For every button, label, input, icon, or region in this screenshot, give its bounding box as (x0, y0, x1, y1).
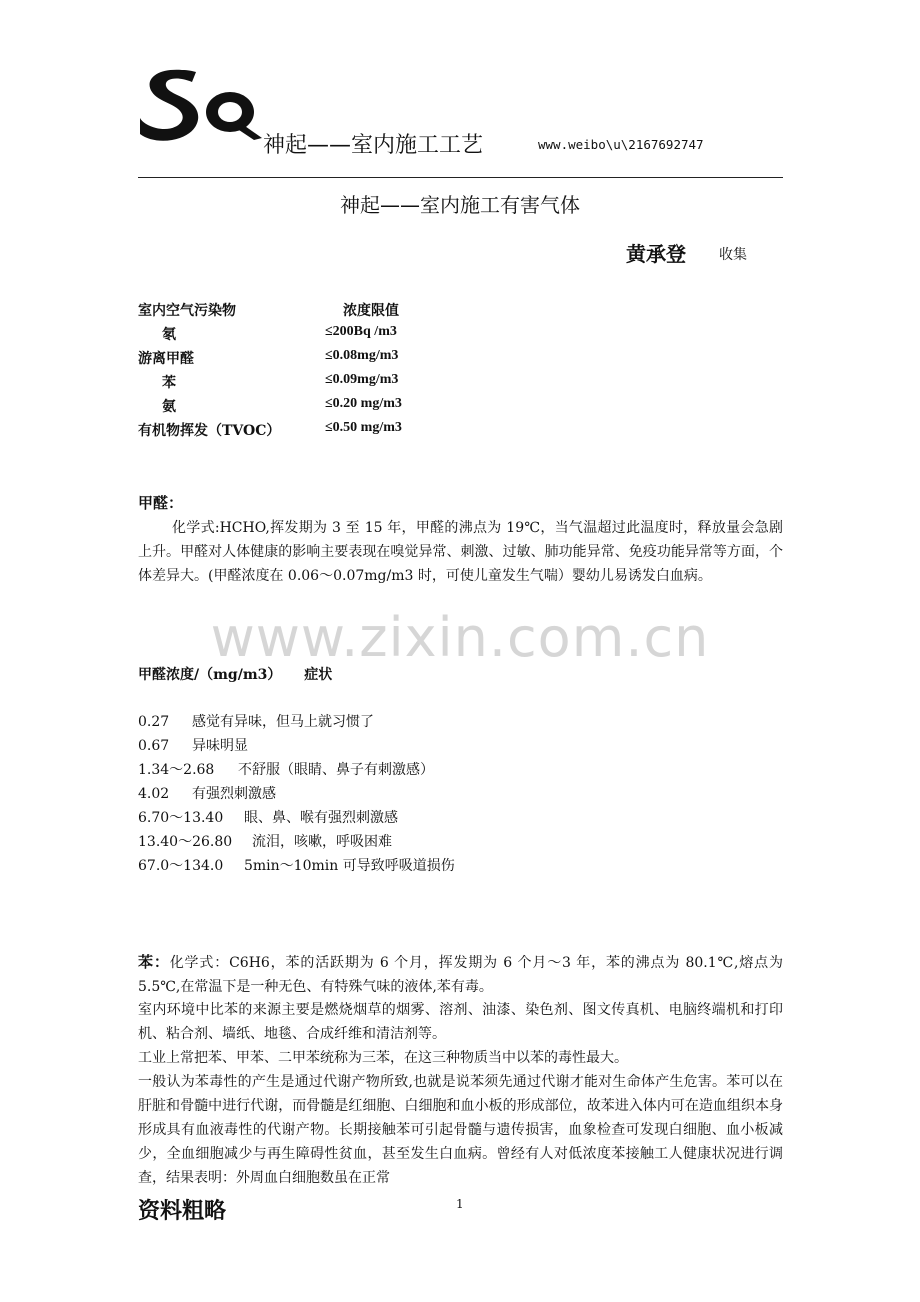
concentration-row (138, 711, 374, 733)
header-url: www.weibo\u\2167692747 (538, 137, 704, 152)
concentration-row (138, 831, 392, 853)
pollutant-name: 有机物挥发（TVOC） (138, 423, 281, 439)
benzene-paragraph-4: 一般认为苯毒性的产生是通过代谢产物所致,也就是说苯须先通过代谢才能对生命体产生危害。苯可以在肝脏和骨髓中进行代谢，而骨髓是红细胞、白细胞和血小板的形成部位，故苯进入体内可在造血组织本身形成具有血液毒性的代谢产物。长期接触苯可引起骨髓与遗传损害，血象检查可发现白细胞、血小板减少，全血细胞减少与再生障碍性贫血，甚至发生白血病。曾经有人对低浓度苯接触工人健康状况进行调查，结果表明：外周血白细胞数虽在正常 (138, 1074, 783, 1186)
symptom-text: 流泪，咳嗽，呼吸困难 (252, 834, 392, 850)
symptom-text: 眼、鼻、喉有强烈刺激感 (244, 810, 398, 826)
concentration-value: 67.0～134.0 (138, 858, 224, 874)
formaldehyde-heading: 甲醛： (138, 494, 184, 512)
pollutant-name: 氡 (162, 327, 176, 343)
author-note: 收集 (719, 247, 747, 263)
concentration-value: 6.70～13.40 (138, 810, 224, 826)
company-logo (138, 66, 264, 148)
pollutant-limit: ≤0.09mg/m3 (325, 372, 399, 387)
concentration-header: 甲醛浓度/（mg/m3） (138, 667, 282, 683)
pollutant-limit: ≤0.08mg/m3 (325, 348, 399, 363)
concentration-value: 1.34～2.68 (138, 762, 215, 778)
symptom-header: 症状 (304, 667, 333, 683)
benzene-paragraph-3: 工业上常把苯、甲苯、二甲苯统称为三苯，在这三种物质当中以苯的毒性最大。 (138, 1050, 628, 1066)
symptom-text: 不舒服（眼睛、鼻子有刺激感） (238, 762, 434, 778)
symptom-text: 有强烈刺激感 (192, 786, 276, 802)
pollutant-name: 游离甲醛 (138, 351, 194, 367)
benzene-formula-text: 化学式：C6H6，苯的活跃期为 6 个月，挥发期为 6 个月～3 年，苯的沸点为 80.1℃,熔点为 5.5℃,在常温下是一种无色、有特殊气味的液体,苯有毒。 (138, 955, 783, 995)
benzene-paragraph-2: 室内环境中比苯的来源主要是燃烧烟草的烟雾、溶剂、油漆、染色剂、图文传真机、电脑终端机和打印机、粘合剂、墙纸、地毯、合成纤维和清洁剂等。 (138, 1002, 783, 1042)
concentration-value: 4.02 (138, 786, 170, 802)
symptom-text: 异味明显 (192, 738, 248, 754)
pollutant-limit: ≤0.50 mg/m3 (325, 420, 402, 435)
watermark: www.zixin.com.cn (210, 606, 710, 669)
concentration-row (138, 735, 248, 757)
formaldehyde-description: 化学式:HCHO,挥发期为 3 至 15 年，甲醛的沸点为 19℃，当气温超过此温度时，释放量会急剧上升。甲醛对人体健康的影响主要表现在嗅觉异常、刺激、过敏、肺功能异常、免疫功能异常等方面，个体差异大。(甲醛浓度在 0.06～0.07mg/m3 时，可使儿童发生气喘）婴幼儿易诱发白血病。 (138, 520, 783, 584)
pollutant-name: 苯 (162, 375, 176, 391)
author-name: 黄承登 (626, 242, 686, 266)
document-title: 神起——室内施工有害气体 (340, 193, 580, 217)
page-number: 1 (456, 1197, 464, 1211)
pollutant-limit: ≤200Bq /m3 (325, 324, 397, 339)
concentration-row (138, 855, 455, 877)
concentration-value: 13.40～26.80 (138, 834, 233, 850)
pollutant-name: 氨 (162, 399, 176, 415)
concentration-table-header (138, 664, 332, 684)
pollutant-limit: ≤0.20 mg/m3 (325, 396, 402, 411)
benzene-paragraph-1 (138, 950, 783, 999)
footer-label: 资料粗略 (138, 1199, 227, 1224)
header-divider (138, 177, 783, 178)
symptom-text: 5min～10min 可导致呼吸道损伤 (244, 858, 455, 874)
header-title: 神起——室内施工工艺 (263, 133, 484, 158)
concentration-value: 0.27 (138, 714, 170, 730)
concentration-value: 0.67 (138, 738, 170, 754)
symptom-text: 感觉有异味，但马上就习惯了 (192, 714, 374, 730)
benzene-heading: 苯： (138, 953, 170, 971)
limit-header-value: 浓度限值 (343, 303, 399, 319)
concentration-row (138, 759, 434, 781)
concentration-row (138, 807, 398, 829)
limit-header-name: 室内空气污染物 (138, 303, 236, 319)
concentration-row (138, 783, 276, 805)
